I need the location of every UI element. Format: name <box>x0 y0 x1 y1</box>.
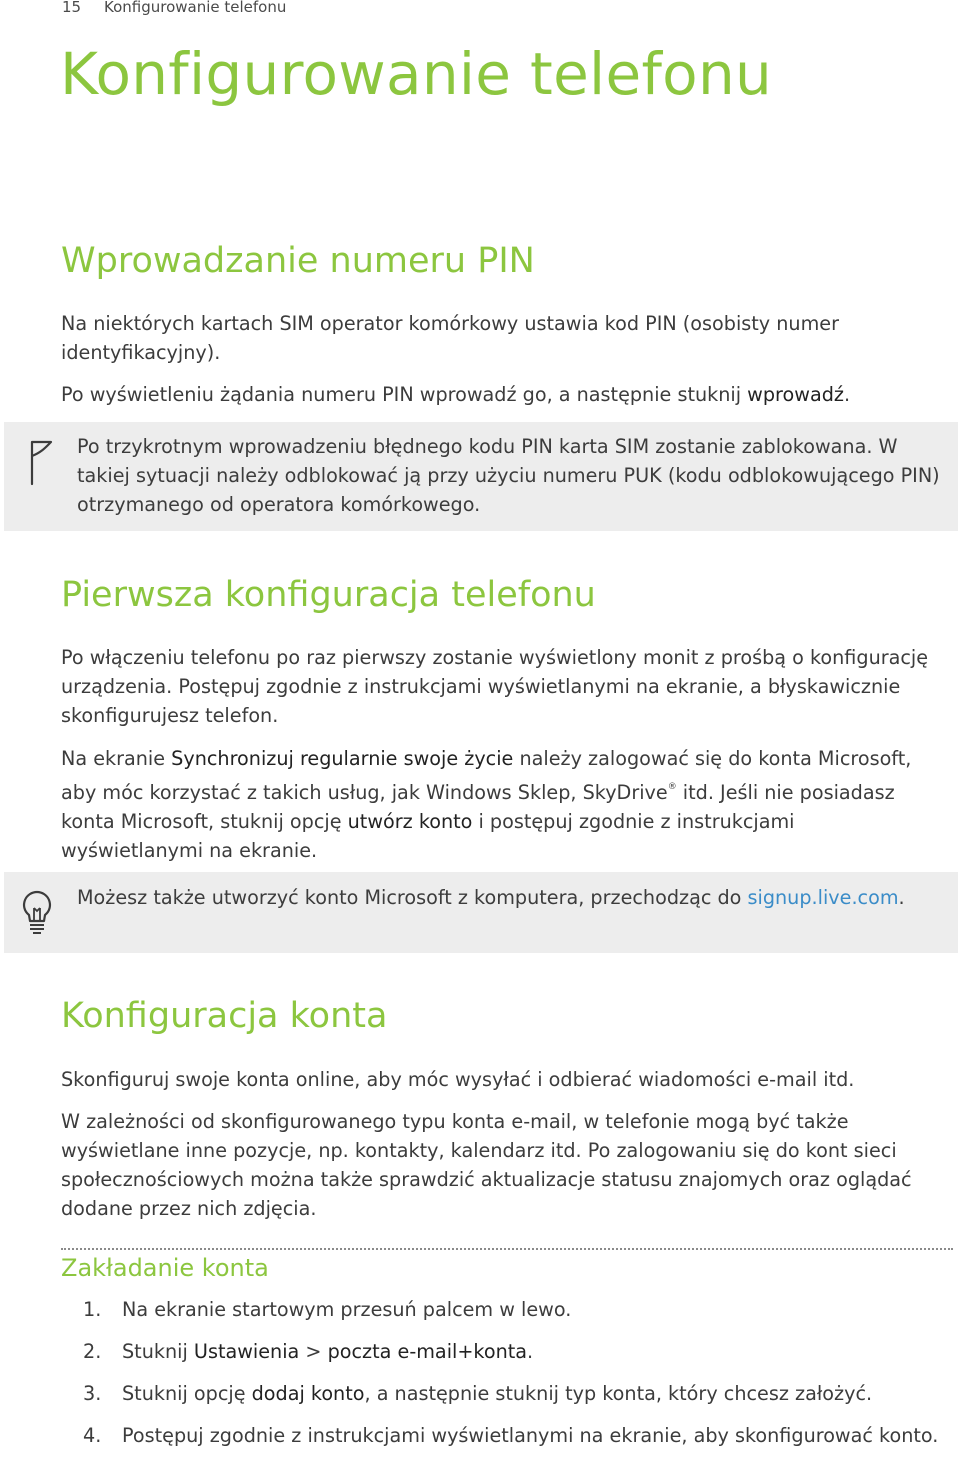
section-divider <box>61 1248 953 1250</box>
warning-note-text: Po trzykrotnym wprowadzeniu błędnego kodu PIN karta SIM zostanie zablokowana. W takiej sytuacji należy odblokować ją przy użyciu numeru PUK (kodu odblokowującego PIN) otrzymanego od operatora komórkowego. <box>77 435 940 516</box>
step-text: Na ekranie startowym przesuń palcem w lewo. <box>122 1298 572 1321</box>
pin-paragraph-2: Po wyświetleniu żądania numeru PIN wprowadź go, a następnie stuknij wprowadź. <box>61 383 851 406</box>
heading-add-account: Zakładanie konta <box>61 1254 269 1282</box>
step-number: 3. <box>83 1382 102 1405</box>
warning-note <box>4 422 958 531</box>
step-text: Postępuj zgodnie z instrukcjami wyświetlanymi na ekranie, aby skonfigurować konto. <box>122 1424 939 1447</box>
flag-icon <box>20 438 54 488</box>
ui-term-email-accounts: poczta e-mail+konta <box>327 1340 528 1363</box>
step-number: 1. <box>83 1298 102 1321</box>
ui-term-sync: Synchronizuj regularnie swoje życie <box>171 747 514 770</box>
tip-note-text: Możesz także utworzyć konto Microsoft z komputera, przechodząc do signup.live.com. <box>77 886 905 909</box>
ui-term-add-account: dodaj konto <box>251 1382 365 1405</box>
steps-list <box>61 1295 941 1474</box>
step-text: Stuknij opcję dodaj konto, a następnie stuknij typ konta, który chcesz założyć. <box>122 1382 873 1405</box>
heading-first-setup: Pierwsza konfiguracja telefonu <box>61 575 596 615</box>
running-section-title: Konfigurowanie telefonu <box>104 0 287 16</box>
first-setup-paragraph-1: Po włączeniu telefonu po raz pierwszy zostanie wyświetlony monit z prośbą o konfigurację urządzenia. Postępuj zgodnie z instrukcjami wyświetlanymi na ekranie, a błyskawicznie skonfigurujesz telefon. <box>61 646 929 727</box>
pin-paragraph-1: Na niektórych kartach SIM operator komórkowy ustawia kod PIN (osobisty numer identyfikacyjny). <box>61 312 839 364</box>
first-setup-paragraph-2: Na ekranie Synchronizuj regularnie swoje życie należy zalogować się do konta Microsoft, aby móc korzystać z takich usług, jak Windows Sklep, SkyDrive® itd. Jeśli nie posiadasz konta Microsoft, stuknij opcję utwórz konto i postępuj zgodnie z instrukcjami wyświetlanymi na ekranie. <box>61 747 912 862</box>
page-title: Konfigurowanie telefonu <box>60 40 773 108</box>
step-text: Stuknij Ustawienia > poczta e-mail+konta. <box>122 1340 534 1363</box>
signup-link[interactable]: signup.live.com <box>747 886 899 909</box>
lightbulb-icon <box>20 888 54 936</box>
accounts-paragraph-1: Skonfiguruj swoje konta online, aby móc wysyłać i odbierać wiadomości e-mail itd. <box>61 1068 855 1091</box>
tip-note <box>4 872 958 953</box>
heading-pin: Wprowadzanie numeru PIN <box>61 241 535 281</box>
ui-term-settings: Ustawienia <box>193 1340 300 1363</box>
step-number: 2. <box>83 1340 102 1363</box>
page-number: 15 <box>62 0 82 16</box>
ui-term-create-account: utwórz konto <box>347 810 473 833</box>
step-number: 4. <box>83 1424 102 1447</box>
accounts-paragraph-2: W zależności od skonfigurowanego typu konta e-mail, w telefonie mogą być także wyświetlane inne pozycje, np. kontakty, kalendarz itd. Po zalogowaniu się do kont sieci społecznościowych można także sprawdzić aktualizacje statusu znajomych oraz oglądać dodane przez nich zdjęcia. <box>61 1110 912 1220</box>
ui-term-wprowadz: wprowadź <box>747 383 844 406</box>
heading-accounts: Konfiguracja konta <box>61 996 388 1036</box>
